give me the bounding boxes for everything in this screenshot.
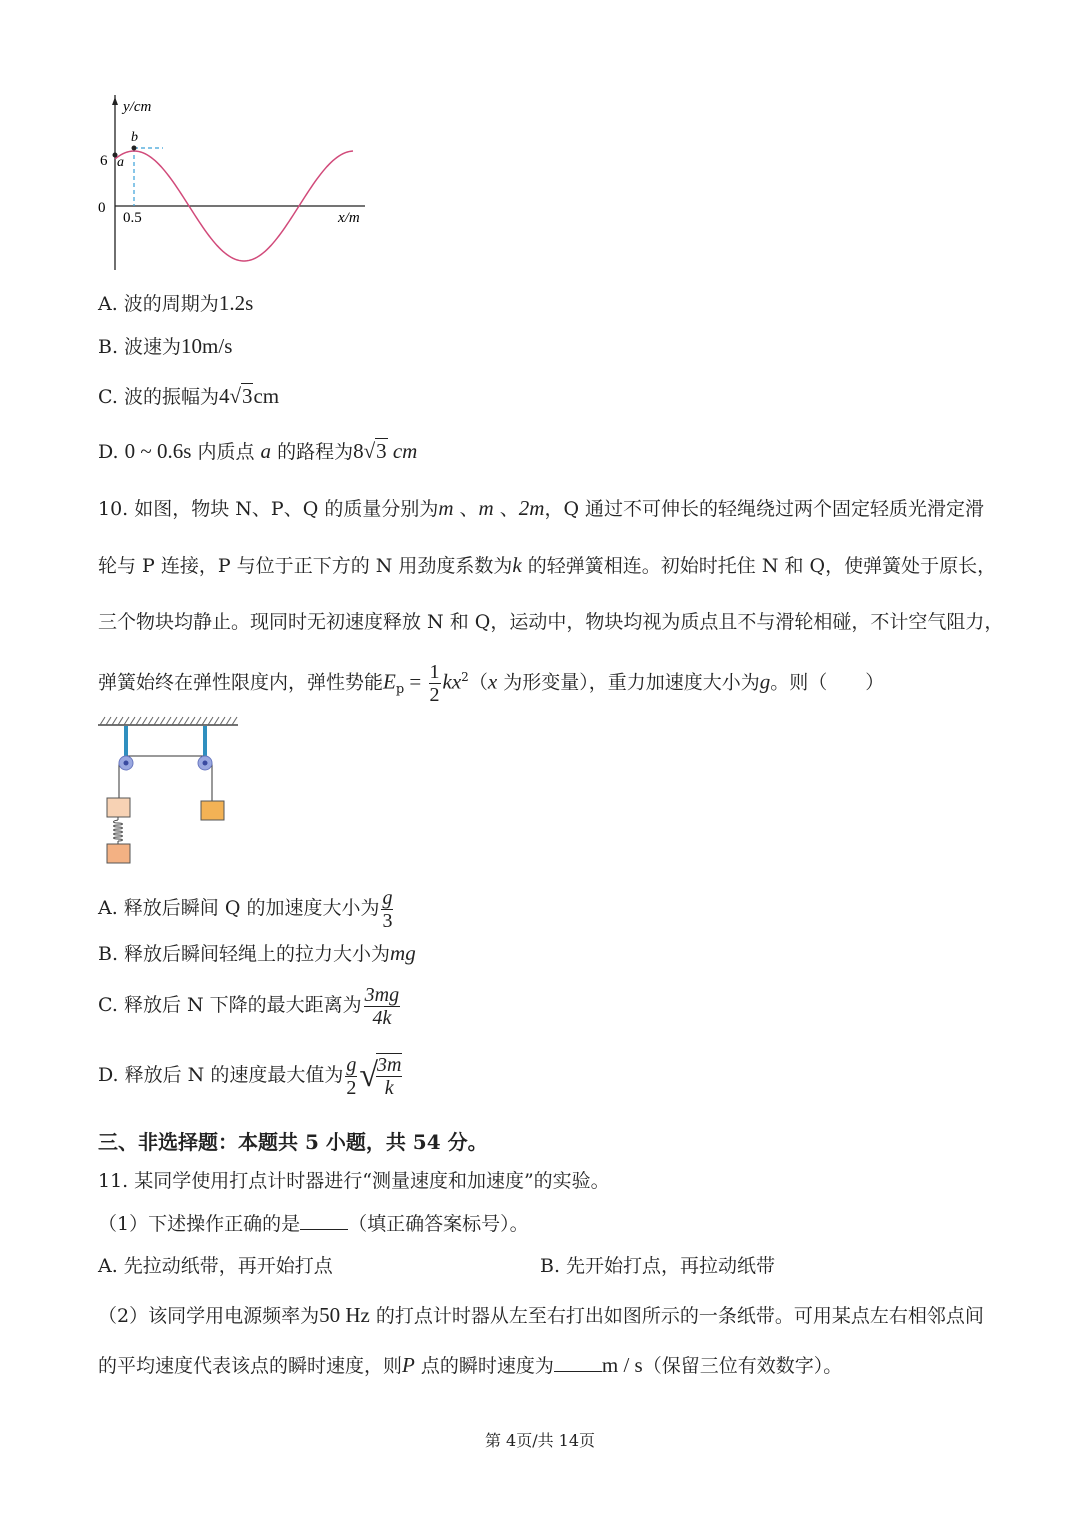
q10-kx: kx [442, 669, 462, 694]
q10-frac-bot: 2 [429, 683, 440, 706]
q9-option-c: C. 波的振幅为4√3cm [98, 384, 280, 408]
section-3-title: 三、非选择题：本题共 5 小题，共 54 分。 [98, 1130, 488, 1154]
q11-option-a: A. 先拉动纸带，再开始打点 [98, 1255, 333, 1277]
q11-sub2-a: （2）该同学用电源频率为 [98, 1305, 320, 1327]
q9-option-d: D. 0 ~ 0.6s 内质点 a 的路程为8√3 cm [98, 439, 418, 463]
q10-option-c-text: C. 释放后 N 下降的最大距离为 [98, 994, 362, 1016]
q10-ep-sub: p [395, 682, 405, 698]
q10-option-a [98, 885, 395, 932]
q10-eq: = [404, 669, 427, 694]
q9-option-c-text: C. 波的振幅为 [98, 386, 219, 408]
q10-line2-b: 的轻弹簧相连。初始时托住 N 和 Q，使弹簧处于原长， [521, 555, 997, 577]
q11-sub1-blank[interactable] [300, 1211, 348, 1230]
q10-line-4 [98, 655, 884, 712]
q10-line4-d: 。则（ ） [770, 671, 885, 694]
page-footer: 第 4页/共 14页 [484, 1431, 596, 1450]
q9-option-d-unit: cm [387, 439, 418, 463]
q10-line-1 [98, 496, 984, 521]
q10-line4-a: 弹簧始终在弹性限度内，弹性势能 [98, 671, 384, 694]
y-axis-label: y/cm [123, 99, 152, 115]
y-tick-label: 6 [100, 153, 108, 169]
block-n [107, 844, 130, 863]
q11-sub2-d: 点的瞬时速度为 [414, 1355, 554, 1377]
q11-unit: m / s [601, 1353, 643, 1377]
q9-option-a [98, 291, 253, 316]
q11-freq: 50 Hz [319, 1303, 370, 1327]
q10-option-c-den: 4k [372, 1006, 392, 1029]
q10-option-d: D. 释放后 N 的速度最大值为 $\frac{g}{2}$ √ $\frac{3m}{k}$ [98, 1053, 402, 1099]
q10-option-b-value: mg [390, 941, 416, 965]
pulley-diagram [96, 716, 246, 866]
q10-mass-p: m [478, 496, 494, 520]
q10-mass-q: 2m [518, 496, 545, 520]
point-b-marker [132, 146, 137, 151]
q9-option-d-var: a [260, 439, 272, 463]
x-axis-label: x/m [338, 210, 360, 226]
q10-line-2 [98, 553, 996, 578]
q11-sub2-e: （保留三位有效数字）。 [642, 1355, 843, 1377]
q11-sub1-text: （1）下述操作正确的是 [98, 1213, 301, 1235]
q10-line1-b: ，Q 通过不可伸长的轻绳绕过两个固定轻质光滑定滑 [544, 498, 985, 520]
q10-option-c-num: 3mg [364, 983, 400, 1006]
q11-sub2-line2 [98, 1353, 842, 1378]
q11-sub2-blank[interactable] [554, 1353, 602, 1372]
q10-option-a-den: 3 [382, 909, 393, 932]
q11-sub2-c: 的平均速度代表该点的瞬时速度，则 [98, 1355, 403, 1377]
q10-line2-a: 轮与 P 连接，P 与位于正下方的 N 用劲度系数为 [98, 555, 513, 577]
q11-option-b: B. 先开始打点，再拉动纸带 [540, 1255, 776, 1277]
q9-option-b [98, 334, 232, 359]
point-b-label: b [131, 130, 138, 145]
q9-option-b-value: 10m/s [181, 334, 233, 358]
q10-mass-n: m [438, 496, 454, 520]
q10-option-d-num: g [346, 1053, 357, 1076]
q11-stem: 11. 某同学使用打点计时器进行“测量速度和加速度”的实验。 [98, 1170, 610, 1192]
ceiling-hatching [100, 717, 237, 725]
q11-sub1 [98, 1211, 529, 1236]
q10-frac-top: 1 [429, 660, 440, 683]
q9-option-a-value: 1.2s [218, 291, 254, 315]
q11-sub2-line1 [98, 1303, 984, 1328]
q11-sub2-b: 的打点计时器从左至右打出如图所示的一条纸带。可用某点左右相邻点间 [369, 1305, 984, 1327]
q10-option-b-text: B. 释放后瞬间轻绳上的拉力大小为 [98, 943, 391, 965]
q9-option-d-label: D. [98, 441, 125, 463]
origin-label: 0 [98, 200, 106, 216]
wave-graph [95, 95, 385, 275]
block-p [107, 798, 130, 817]
q9-option-d-coef: 8 [353, 439, 364, 463]
q9-option-d-mid2: 的路程为 [271, 441, 354, 463]
q10-sep1: 、 [453, 498, 479, 520]
q10-option-d-text: D. 释放后 N 的速度最大值为 [98, 1064, 344, 1086]
q10-line4-b: （ [468, 671, 488, 694]
q10-ep: E [383, 669, 396, 694]
block-q [201, 801, 224, 820]
q9-option-d-mid: 内质点 [191, 441, 261, 463]
q10-line-3: 三个物块均静止。现同时无初速度释放 N 和 Q，运动中，物块均视为质点且不与滑轮相碰，不计空气阻力， [98, 611, 1004, 633]
q10-option-a-text: A. 释放后瞬间 Q 的加速度大小为 [98, 897, 380, 919]
point-a-label: a [117, 155, 124, 170]
q10-sep2: 、 [493, 498, 519, 520]
q9-option-c-radicand: 3 [241, 384, 253, 408]
q9-option-d-range: 0 ~ 0.6s [124, 439, 192, 463]
q10-option-d-rad-den: k [384, 1077, 394, 1099]
q10-k: k [512, 553, 522, 577]
q10-g: g [759, 669, 771, 694]
q9-option-a-text: A. 波的周期为 [98, 293, 219, 315]
q11-p-var: P [402, 1353, 415, 1377]
q11-sub1-tail: （填正确答案标号）。 [348, 1213, 529, 1235]
q10-option-d-den: 2 [346, 1076, 357, 1099]
q10-kx-sup: 2 [461, 670, 469, 684]
q9-option-d-radicand: 3 [376, 439, 387, 463]
spring [114, 817, 123, 844]
q10-option-b [98, 941, 416, 966]
q10-line4-c: 为形变量），重力加速度大小为 [497, 671, 760, 694]
q10-option-d-rad-num: 3m [377, 1054, 402, 1076]
q10-option-a-num: g [382, 886, 393, 909]
q9-option-c-coef: 4 [218, 384, 230, 408]
x-tick-label: 0.5 [123, 210, 142, 226]
q10-option-c [98, 982, 402, 1029]
q9-option-b-text: B. 波速为 [98, 336, 182, 358]
q10-x-var: x [487, 669, 498, 694]
q9-option-c-unit: cm [253, 384, 280, 408]
q10-line1-a: 10. 如图，物块 N、P、Q 的质量分别为 [98, 498, 439, 520]
